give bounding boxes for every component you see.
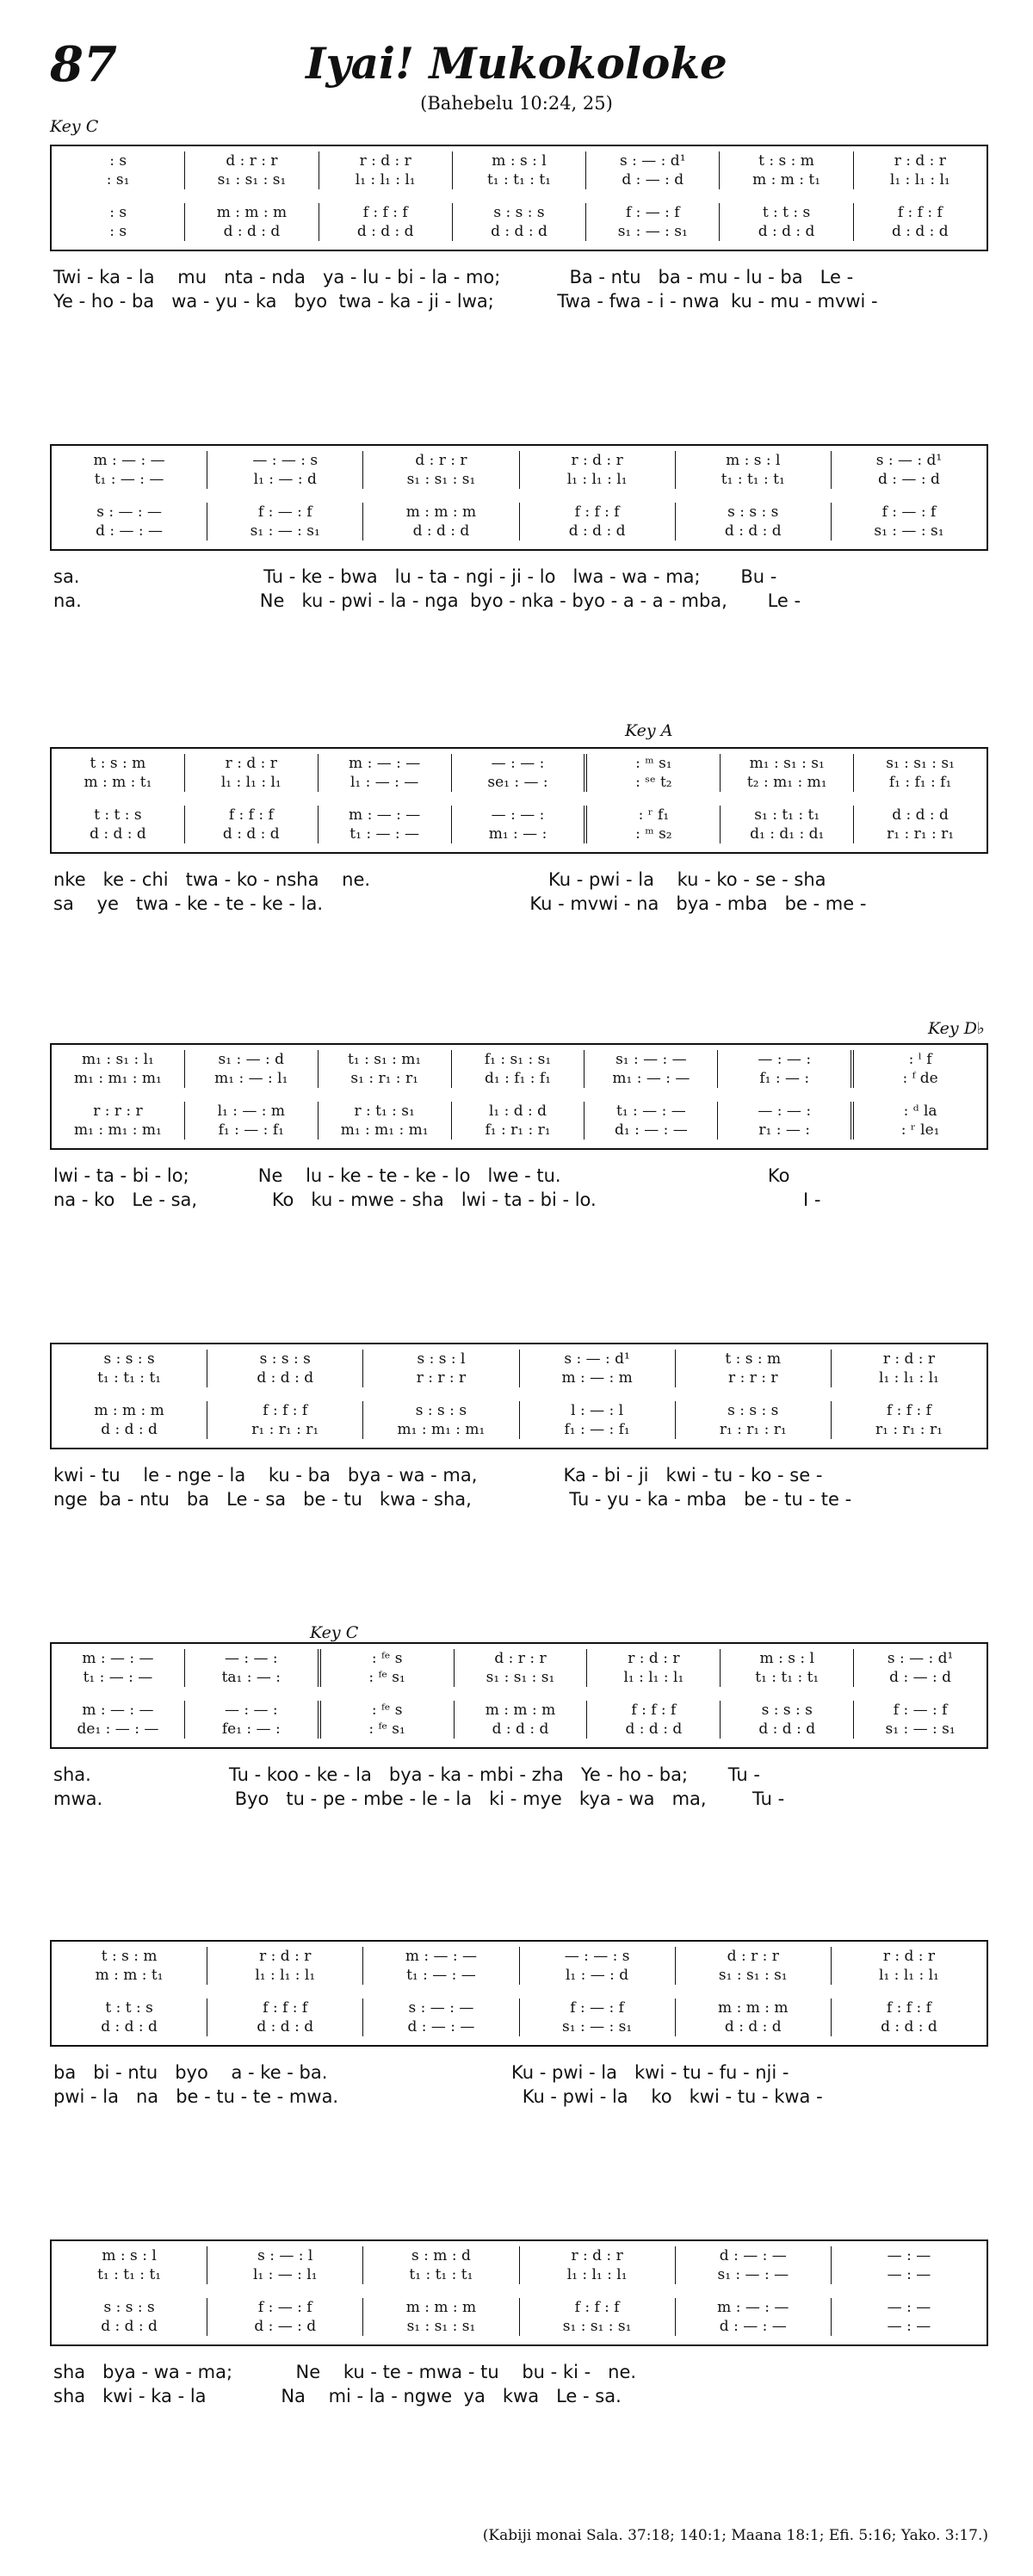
solfa-measure: m : — : m	[519, 1368, 675, 1387]
lyric-line: mwa. Byo tu - pe - mbe - le - la ki - mye kya - wa ma, Tu -	[53, 1788, 785, 1809]
solfa-measure: r : r : r	[93, 1103, 143, 1120]
solfa-measure: m : s : l	[452, 151, 585, 170]
solfa-voice-row	[52, 2017, 987, 2036]
solfa-measure: : s	[109, 223, 127, 240]
solfa-measure: s : — : d¹	[853, 1649, 987, 1668]
solfa-measure: l₁ : — : —	[318, 773, 451, 792]
solfa-measure: d : d : d	[207, 2017, 362, 2036]
solfa-measure: m₁ : m₁ : m₁	[73, 1070, 162, 1087]
solfa-measure: d : — : —	[96, 522, 164, 540]
solfa-measure: de₁ : — : —	[77, 1720, 159, 1738]
solfa-measure: m : m : m	[362, 503, 518, 522]
solfa-measure: m₁ : s₁ : l₁	[82, 1051, 154, 1068]
solfa-measure: s₁ : s₁ : s₁	[454, 1668, 587, 1687]
solfa-measure: s₁ : — : —	[584, 1050, 717, 1069]
solfa-measure: r : r : r	[675, 1368, 831, 1387]
solfa-voice-row	[52, 1368, 987, 1387]
solfa-voice-row	[52, 1401, 987, 1420]
solfa-measure: m₁ : — :	[451, 825, 585, 843]
solfa-measure: f : — : f	[831, 503, 987, 522]
solfa-measure: s : — : l	[207, 2246, 362, 2265]
solfa-measure: t₁ : — : —	[318, 825, 451, 843]
solfa-voice-row	[52, 1966, 987, 1985]
solfa-measure: d₁ : — : —	[584, 1121, 717, 1140]
solfa-measure: t₁ : — : —	[362, 1966, 518, 1985]
solfa-measure: d : r : r	[362, 451, 518, 470]
solfa-measure: d : d : d	[853, 222, 987, 241]
solfa-measure: : ᶠᵉ s₁	[318, 1668, 454, 1687]
solfa-measure: f₁ : — : f₁	[519, 1420, 675, 1439]
solfa-measure: d : d : d	[362, 522, 518, 541]
solfa-voice-row	[52, 1668, 987, 1687]
solfa-measure: s : s : s	[675, 1401, 831, 1420]
hymn-number: 87	[50, 36, 117, 93]
solfa-measure: d : r : r	[675, 1947, 831, 1966]
solfa-measure: t₁ : — : —	[94, 471, 164, 488]
solfa-measure: m : — : —	[675, 2298, 831, 2317]
solfa-measure: : ᶠᵉ s₁	[318, 1720, 454, 1739]
solfa-measure: d : d : d	[184, 222, 318, 241]
lyric-line: sa ye twa - ke - te - ke - la. Ku - mvwi - na bya - mba be - me -	[53, 893, 867, 914]
solfa-measure: d : d : d	[675, 522, 831, 541]
solfa-measure: f₁ : — :	[717, 1069, 851, 1088]
solfa-measure: d : — : d	[853, 1668, 987, 1687]
solfa-voice-row	[52, 503, 987, 522]
solfa-measure: ta₁ : — :	[184, 1668, 318, 1687]
solfa-measure: d : d : d	[184, 825, 318, 843]
solfa-measure: f₁ : f₁ : f₁	[853, 773, 987, 792]
solfa-voice-row	[52, 754, 987, 773]
solfa-measure: l₁ : l₁ : l₁	[831, 1966, 987, 1985]
lyric-line: sha bya - wa - ma; Ne ku - te - mwa - tu bu - ki - ne.	[53, 2362, 637, 2382]
solfa-measure: l₁ : — : m	[184, 1102, 318, 1121]
solfa-voice-row	[52, 1720, 987, 1739]
solfa-measure: f : f : f	[519, 503, 675, 522]
solfa-voice-row	[52, 1998, 987, 2017]
lyric-line: nke ke - chi twa - ko - nsha ne. Ku - pwi - la ku - ko - se - sha	[53, 869, 826, 890]
solfa-measure: s₁ : — : s₁	[519, 2017, 675, 2036]
solfa-measure: s : s : s	[103, 1350, 155, 1368]
solfa-measure: m : m : m	[362, 2298, 518, 2317]
solfa-measure: s₁ : t₁ : t₁	[720, 806, 853, 825]
scripture-reference: (Bahebelu 10:24, 25)	[420, 93, 613, 114]
solfa-measure: d : d : d	[207, 1368, 362, 1387]
solfa-measure: : ʳ le₁	[851, 1121, 987, 1140]
solfa-measure: l₁ : l₁ : l₁	[831, 1368, 987, 1387]
solfa-measure: t₁ : t₁ : t₁	[97, 2266, 162, 2283]
solfa-measure: r : r : r	[362, 1368, 518, 1387]
solfa-measure: m : — : —	[82, 1702, 154, 1719]
solfa-voice-row	[52, 1102, 987, 1121]
solfa-measure: — : — :	[717, 1102, 851, 1121]
solfa-measure: m : m : t₁	[719, 170, 852, 189]
solfa-measure: f : — : f	[207, 503, 362, 522]
solfa-measure: r₁ : r₁ : r₁	[831, 1420, 987, 1439]
solfa-measure: s₁ : — : —	[675, 2265, 831, 2284]
solfa-measure: m : m : m	[94, 1402, 164, 1419]
solfa-voice-row	[52, 470, 987, 489]
solfa-measure: t₁ : t₁ : t₁	[675, 470, 831, 489]
key-label: Key C	[310, 1623, 359, 1642]
solfa-measure: t : t : s	[719, 203, 852, 222]
solfa-measure: l₁ : l₁ : l₁	[207, 1966, 362, 1985]
solfa-measure: r : d : r	[207, 1947, 362, 1966]
solfa-measure: d : d : d	[101, 2018, 158, 2035]
solfa-measure: d : d : d	[586, 1720, 720, 1739]
lyric-line: nge ba - ntu ba Le - sa be - tu kwa - sha, Tu - yu - ka - mba be - tu - te -	[53, 1489, 852, 1510]
solfa-measure: : s	[109, 152, 127, 170]
solfa-measure: m : — : —	[93, 452, 165, 469]
solfa-measure: f : f : f	[207, 1998, 362, 2017]
solfa-measure: l₁ : d : d	[451, 1102, 585, 1121]
lyric-line: Ye - ho - ba wa - yu - ka byo twa - ka - ji - lwa; Twa - fwa - i - nwa ku - mu - mvwi -	[53, 291, 878, 312]
solfa-measure: r : d : r	[586, 1649, 720, 1668]
solfa-measure: f : — : f	[207, 2298, 362, 2317]
solfa-measure: : ᶠ de	[851, 1069, 987, 1088]
music-staff	[50, 747, 988, 854]
solfa-measure: m₁ : m₁ : m₁	[362, 1420, 518, 1439]
solfa-measure: s : s : s	[720, 1701, 853, 1720]
key-label: Key D♭	[928, 1019, 985, 1038]
solfa-measure: f : f : f	[831, 1401, 987, 1420]
lyric-line: na - ko Le - sa, Ko ku - mwe - sha lwi - ta - bi - lo. I -	[53, 1189, 821, 1210]
solfa-measure: f : — : f	[519, 1998, 675, 2017]
solfa-measure: l₁ : l₁ : l₁	[586, 1668, 720, 1687]
lyric-line: ba bi - ntu byo a - ke - ba. Ku - pwi - la kwi - tu - fu - nji -	[53, 2062, 789, 2083]
solfa-measure: d : d : d	[101, 2318, 158, 2335]
lyric-line: pwi - la na be - tu - te - mwa. Ku - pwi - la ko kwi - tu - kwa -	[53, 2086, 823, 2107]
solfa-voice-row	[52, 222, 987, 241]
solfa-measure: d : d : d	[90, 825, 146, 843]
solfa-measure: d : d : d	[101, 1421, 158, 1438]
solfa-measure: d : d : d	[719, 222, 852, 241]
solfa-measure: d₁ : d₁ : d₁	[720, 825, 853, 843]
solfa-measure: m : m : t₁	[84, 774, 152, 791]
solfa-measure: f : f : f	[207, 1401, 362, 1420]
solfa-voice-row	[52, 1121, 987, 1140]
solfa-measure: d : r : r	[184, 151, 318, 170]
solfa-measure: — : — : s	[519, 1947, 675, 1966]
solfa-measure: r : d : r	[831, 1947, 987, 1966]
solfa-measure: t : s : m	[719, 151, 852, 170]
solfa-measure: d : — : —	[362, 2017, 518, 2036]
solfa-measure: s : — : —	[96, 503, 162, 521]
solfa-measure: s : s : l	[362, 1350, 518, 1368]
solfa-measure: s : s : s	[207, 1350, 362, 1368]
solfa-measure: d : d : d	[675, 2017, 831, 2036]
solfa-measure: m₁ : m₁ : m₁	[318, 1121, 451, 1140]
solfa-measure: : ᶠᵉ s	[318, 1649, 454, 1668]
solfa-measure: s₁ : — : s₁	[207, 522, 362, 541]
solfa-measure: t₁ : — : —	[584, 1102, 717, 1121]
solfa-measure: : ᵈ la	[851, 1102, 987, 1121]
solfa-measure: d : d : d	[319, 222, 452, 241]
solfa-measure: — : — :	[184, 1649, 318, 1668]
solfa-measure: — : —	[831, 2246, 987, 2265]
solfa-measure: l₁ : l₁ : l₁	[519, 470, 675, 489]
solfa-voice-row	[52, 451, 987, 470]
music-staff	[50, 145, 988, 251]
solfa-measure: m : m : m	[454, 1701, 587, 1720]
solfa-measure: l₁ : l₁ : l₁	[853, 170, 987, 189]
solfa-measure: s : — : —	[362, 1998, 518, 2017]
solfa-measure: m : — : —	[318, 806, 451, 825]
solfa-voice-row	[52, 1701, 987, 1720]
solfa-measure: : ᶠᵉ s	[318, 1701, 454, 1720]
solfa-measure: t : s : m	[101, 1948, 158, 1965]
solfa-measure: — : — :	[717, 1050, 851, 1069]
music-staff	[50, 1940, 988, 2047]
solfa-measure: f : f : f	[319, 203, 452, 222]
solfa-measure: : s₁	[106, 171, 130, 188]
solfa-voice-row	[52, 1420, 987, 1439]
solfa-voice-row	[52, 1947, 987, 1966]
solfa-measure: t₁ : — : —	[83, 1669, 153, 1686]
solfa-measure: m₁ : s₁ : s₁	[720, 754, 853, 773]
solfa-measure: s : — : d¹	[831, 451, 987, 470]
solfa-measure: r : t₁ : s₁	[318, 1102, 451, 1121]
music-staff	[50, 444, 988, 551]
solfa-measure: f : f : f	[586, 1701, 720, 1720]
solfa-measure: s₁ : s₁ : s₁	[853, 754, 987, 773]
solfa-measure: l₁ : — : d	[207, 470, 362, 489]
solfa-measure: l₁ : l₁ : l₁	[519, 2265, 675, 2284]
solfa-measure: m : s : l	[675, 451, 831, 470]
solfa-measure: r : d : r	[184, 754, 318, 773]
solfa-measure: d : d : d	[454, 1720, 587, 1739]
solfa-measure: d : d : d	[452, 222, 585, 241]
solfa-measure: — : — :	[184, 1701, 318, 1720]
solfa-measure: m₁ : m₁ : m₁	[73, 1121, 162, 1139]
solfa-measure: t₁ : t₁ : t₁	[97, 1369, 162, 1387]
solfa-measure: t : t : s	[94, 806, 142, 824]
solfa-measure: l₁ : — : l₁	[207, 2265, 362, 2284]
solfa-measure: f : — : f	[853, 1701, 987, 1720]
solfa-measure: f : f : f	[184, 806, 318, 825]
solfa-measure: t : s : m	[90, 755, 146, 772]
key-label: Key A	[625, 721, 673, 740]
solfa-measure: f₁ : s₁ : s₁	[451, 1050, 585, 1069]
solfa-measure: : s	[109, 204, 127, 221]
lyric-line: lwi - ta - bi - lo; Ne lu - ke - te - ke - lo lwe - tu. Ko	[53, 1165, 790, 1186]
solfa-measure: r₁ : r₁ : r₁	[207, 1420, 362, 1439]
solfa-measure: d₁ : f₁ : f₁	[451, 1069, 585, 1088]
solfa-measure: r : d : r	[319, 151, 452, 170]
solfa-measure: d : d : d	[831, 2017, 987, 2036]
solfa-measure: m : — : —	[82, 1650, 154, 1667]
solfa-measure: f : — : f	[585, 203, 719, 222]
solfa-voice-row	[52, 522, 987, 541]
solfa-measure: s₁ : s₁ : s₁	[362, 470, 518, 489]
solfa-measure: : ʳ f₁	[584, 806, 720, 825]
solfa-voice-row	[52, 203, 987, 222]
solfa-measure: s : s : s	[452, 203, 585, 222]
solfa-measure: r : d : r	[519, 451, 675, 470]
solfa-measure: l : — : l	[519, 1401, 675, 1420]
solfa-measure: m₁ : — : l₁	[184, 1069, 318, 1088]
solfa-measure: m : m : m	[184, 203, 318, 222]
solfa-measure: s₁ : s₁ : s₁	[675, 1966, 831, 1985]
solfa-measure: r₁ : — :	[717, 1121, 851, 1140]
lyric-line: na. Ne ku - pwi - la - nga byo - nka - byo - a - a - mba, Le -	[53, 590, 801, 611]
solfa-measure: r : d : r	[519, 2246, 675, 2265]
solfa-voice-row	[52, 1649, 987, 1668]
solfa-measure: d : d : d	[853, 806, 987, 825]
solfa-measure: d : — : d	[831, 470, 987, 489]
solfa-measure: s : — : d¹	[585, 151, 719, 170]
solfa-measure: r : d : r	[831, 1350, 987, 1368]
solfa-voice-row	[52, 2265, 987, 2284]
solfa-measure: s : m : d	[362, 2246, 518, 2265]
solfa-voice-row	[52, 1350, 987, 1368]
solfa-voice-row	[52, 1069, 987, 1088]
solfa-measure: f : f : f	[853, 203, 987, 222]
solfa-measure: d : — : d	[207, 2317, 362, 2336]
solfa-voice-row	[52, 151, 987, 170]
solfa-voice-row	[52, 2246, 987, 2265]
solfa-measure: s : s : s	[362, 1401, 518, 1420]
solfa-voice-row	[52, 806, 987, 825]
solfa-measure: — : — : s	[207, 451, 362, 470]
hymn-title: Iyai! Mukokoloke	[306, 38, 727, 89]
solfa-measure: l₁ : — : d	[519, 1966, 675, 1985]
solfa-measure: d : — : —	[675, 2246, 831, 2265]
solfa-measure: : ˡ f	[851, 1050, 987, 1069]
solfa-measure: f₁ : r₁ : r₁	[451, 1121, 585, 1140]
music-staff	[50, 2239, 988, 2346]
solfa-measure: : ᵐ s₂	[584, 825, 720, 843]
solfa-measure: d : d : d	[519, 522, 675, 541]
solfa-measure: m : s : l	[720, 1649, 853, 1668]
solfa-measure: — : — :	[451, 806, 585, 825]
solfa-measure: l₁ : l₁ : l₁	[184, 773, 318, 792]
lyric-line: kwi - tu le - nge - la ku - ba bya - wa - ma, Ka - bi - ji kwi - tu - ko - se -	[53, 1465, 823, 1486]
solfa-measure: d : d : d	[720, 1720, 853, 1739]
solfa-measure: f : f : f	[831, 1998, 987, 2017]
solfa-measure: r : d : r	[853, 151, 987, 170]
lyric-line: sha. Tu - koo - ke - la bya - ka - mbi - zha Ye - ho - ba; Tu -	[53, 1764, 760, 1785]
solfa-measure: t₁ : s₁ : m₁	[318, 1050, 451, 1069]
solfa-measure: t₁ : t₁ : t₁	[452, 170, 585, 189]
solfa-measure: s : s : s	[103, 2299, 155, 2316]
solfa-measure: m : — : —	[362, 1947, 518, 1966]
solfa-measure: s₁ : — : s₁	[585, 222, 719, 241]
solfa-measure: d : r : r	[454, 1649, 587, 1668]
solfa-measure: s₁ : — : s₁	[831, 522, 987, 541]
solfa-measure: s₁ : r₁ : r₁	[318, 1069, 451, 1088]
solfa-measure: f₁ : — : f₁	[184, 1121, 318, 1140]
solfa-measure: f : f : f	[519, 2298, 675, 2317]
solfa-measure: s : s : s	[675, 503, 831, 522]
solfa-measure: m : m : t₁	[95, 1967, 164, 1984]
solfa-voice-row	[52, 2317, 987, 2336]
solfa-voice-row	[52, 773, 987, 792]
lyric-line: sha kwi - ka - la Na mi - la - ngwe ya kwa Le - sa.	[53, 2386, 622, 2406]
solfa-measure: t₁ : t₁ : t₁	[720, 1668, 853, 1687]
solfa-measure: m : s : l	[102, 2247, 157, 2264]
solfa-measure: m : — : —	[318, 754, 451, 773]
footnote: (Kabiji monai Sala. 37:18; 140:1; Maana 18:1; Efi. 5:16; Yako. 3:17.)	[482, 2527, 988, 2544]
solfa-measure: t : t : s	[105, 1999, 153, 2017]
solfa-measure: s₁ : s₁ : s₁	[362, 2317, 518, 2336]
solfa-measure: d : — : —	[675, 2317, 831, 2336]
solfa-measure: — : — :	[451, 754, 585, 773]
solfa-measure: : ˢᵉ t₂	[584, 773, 720, 792]
solfa-measure: — : —	[831, 2317, 987, 2336]
solfa-measure: s : — : d¹	[519, 1350, 675, 1368]
solfa-measure: m : m : m	[675, 1998, 831, 2017]
solfa-measure: d : — : d	[585, 170, 719, 189]
solfa-voice-row	[52, 825, 987, 843]
solfa-measure: r₁ : r₁ : r₁	[853, 825, 987, 843]
solfa-measure: t₁ : t₁ : t₁	[362, 2265, 518, 2284]
solfa-measure: m₁ : — : —	[584, 1069, 717, 1088]
lyric-line: Twi - ka - la mu nta - nda ya - lu - bi - la - mo; Ba - ntu ba - mu - lu - ba Le -	[53, 267, 854, 287]
solfa-voice-row	[52, 2298, 987, 2317]
solfa-measure: s₁ : s₁ : s₁	[519, 2317, 675, 2336]
solfa-voice-row	[52, 1050, 987, 1069]
solfa-measure: s₁ : s₁ : s₁	[184, 170, 318, 189]
music-staff	[50, 1343, 988, 1449]
solfa-measure: r₁ : r₁ : r₁	[675, 1420, 831, 1439]
solfa-measure: t₂ : m₁ : m₁	[720, 773, 853, 792]
solfa-measure: fe₁ : — :	[184, 1720, 318, 1739]
solfa-voice-row	[52, 170, 987, 189]
solfa-measure: t : s : m	[675, 1350, 831, 1368]
solfa-measure: s₁ : — : s₁	[853, 1720, 987, 1739]
solfa-measure: : ᵐ s₁	[584, 754, 720, 773]
music-staff	[50, 1043, 988, 1150]
solfa-measure: — : —	[831, 2298, 987, 2317]
key-label: Key C	[50, 117, 99, 136]
solfa-measure: l₁ : l₁ : l₁	[319, 170, 452, 189]
lyric-line: sa. Tu - ke - bwa lu - ta - ngi - ji - lo lwa - wa - ma; Bu -	[53, 566, 777, 587]
solfa-measure: s₁ : — : d	[184, 1050, 318, 1069]
music-staff	[50, 1642, 988, 1749]
solfa-measure: — : —	[831, 2265, 987, 2284]
solfa-measure: se₁ : — :	[451, 773, 585, 792]
